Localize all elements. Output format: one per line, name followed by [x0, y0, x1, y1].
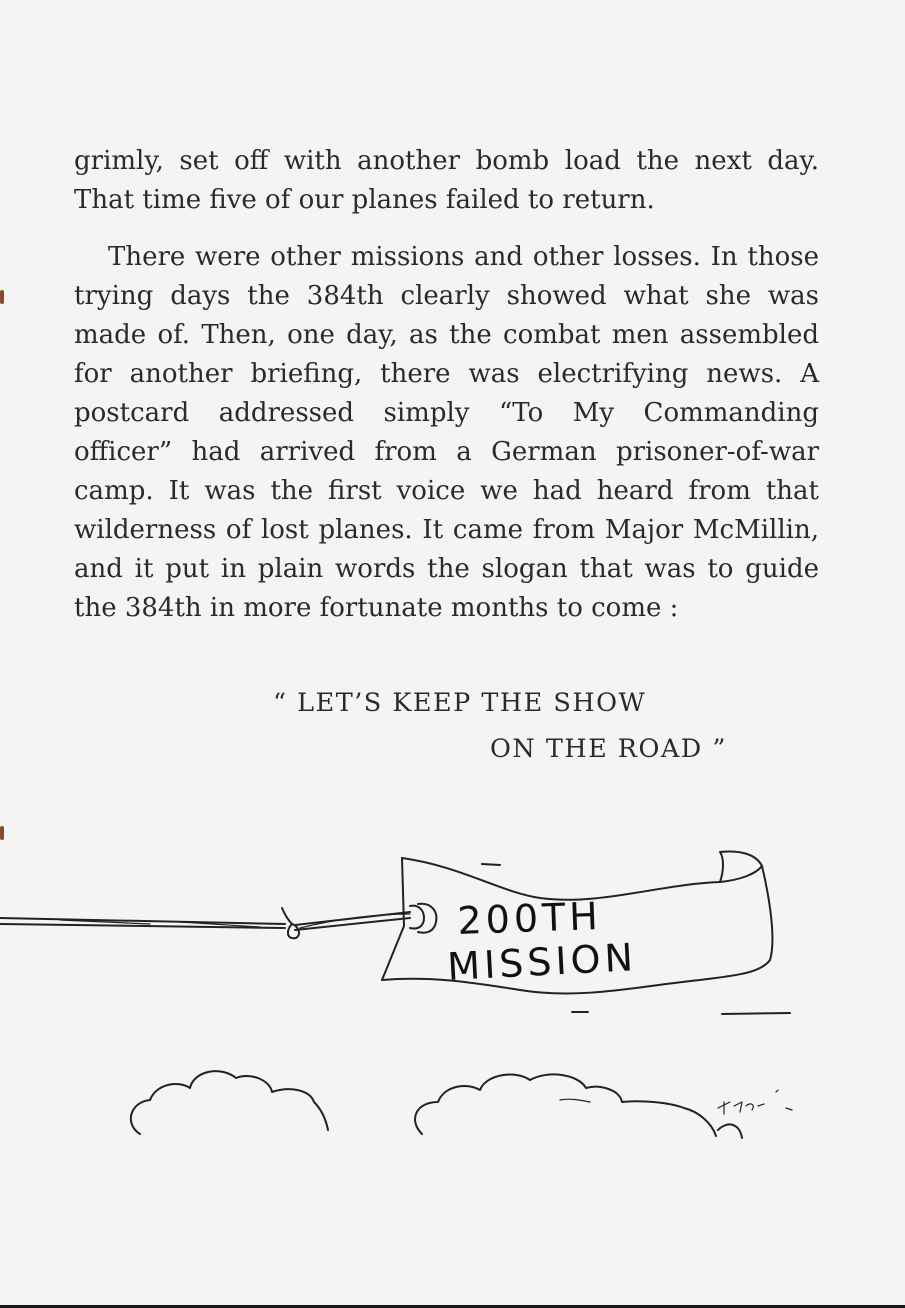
- banner-text-line1: 200TH: [456, 893, 603, 943]
- page-edge-mark: [0, 290, 4, 304]
- banner-text-line2: MISSION: [446, 935, 638, 989]
- page-edge-mark: [0, 826, 4, 840]
- banner-illustration: [0, 840, 905, 1170]
- artist-signature-icon: [718, 1090, 778, 1114]
- body-text: [74, 142, 819, 628]
- cloud: [131, 1071, 328, 1134]
- slogan-line: ON THE ROAD ”: [490, 734, 727, 764]
- slogan-line: “ LET’S KEEP THE SHOW: [273, 688, 647, 718]
- paragraph: grimly, set off with another bomb load the next day. That time five of our planes failed to return.: [74, 146, 819, 215]
- paragraph: There were other missions and other losses. In those trying days the 384th clearly showed what she was made of. Then, one day, as the combat men assembled for another briefing, there was electrifying news. A postcard addressed simply “To My Commanding officer” had arrived from a German prisoner-of-war camp. It was the first voice we had heard from that wilderness of lost planes. It came from Major McMillin, and it put in plain words the slogan that was to guide the 384th in more fortunate months to come :: [74, 242, 819, 623]
- banner-flag: [402, 858, 762, 900]
- cloud: [415, 1074, 716, 1136]
